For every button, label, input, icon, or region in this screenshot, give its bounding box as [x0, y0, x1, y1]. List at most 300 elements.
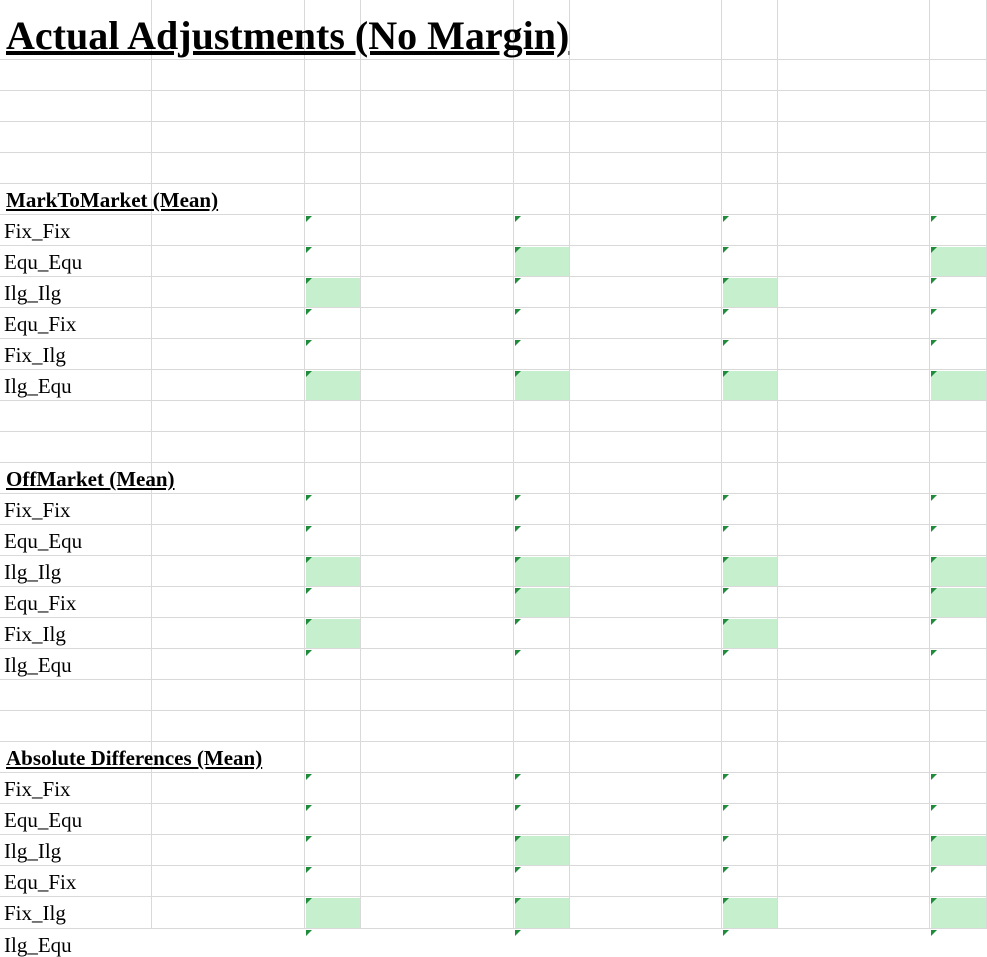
error-indicator-icon [306, 371, 312, 377]
grid-cell[interactable] [778, 432, 930, 463]
grid-cell[interactable] [361, 184, 514, 215]
grid-cell[interactable] [778, 122, 930, 153]
rank-highlight [931, 898, 986, 928]
grid-cell[interactable] [930, 680, 987, 711]
error-indicator-icon [515, 867, 521, 873]
grid-cell[interactable] [514, 742, 570, 773]
section-title: MarkToMarket (Mean) [6, 188, 219, 212]
error-indicator-icon [723, 867, 729, 873]
rank-highlight [723, 371, 777, 400]
grid-cell[interactable] [152, 401, 305, 432]
grid-cell[interactable] [778, 494, 930, 525]
grid-cell[interactable] [514, 432, 570, 463]
grid-cell[interactable] [930, 649, 987, 680]
grid-cell[interactable] [930, 0, 987, 60]
grid-cell[interactable] [305, 246, 361, 277]
row-label: Equ_Fix [4, 870, 77, 894]
grid-cell[interactable] [361, 804, 514, 835]
grid-cell[interactable] [778, 370, 930, 401]
grid-cell[interactable] [930, 463, 987, 494]
grid-cell[interactable] [570, 246, 722, 277]
grid-cell[interactable] [778, 463, 930, 494]
grid-cell[interactable] [514, 184, 570, 215]
grid-cell[interactable] [514, 525, 570, 556]
error-indicator-icon [931, 526, 937, 532]
grid-cell[interactable] [152, 277, 305, 308]
error-indicator-icon [306, 340, 312, 346]
grid-cell[interactable] [152, 432, 305, 463]
grid-cell[interactable] [722, 122, 778, 153]
grid-cell[interactable] [778, 866, 930, 897]
grid-cell[interactable] [0, 91, 152, 122]
grid-cell[interactable] [152, 773, 305, 804]
grid-cell[interactable] [305, 60, 361, 91]
grid-cell[interactable] [361, 308, 514, 339]
grid-cell[interactable] [361, 246, 514, 277]
grid-cell[interactable] [361, 649, 514, 680]
rank-highlight [931, 836, 986, 865]
grid-cell[interactable] [778, 835, 930, 866]
grid-cell[interactable] [514, 277, 570, 308]
rank-highlight [306, 371, 360, 400]
error-indicator-icon [931, 867, 937, 873]
rank-highlight [515, 836, 569, 865]
grid-cell[interactable] [930, 432, 987, 463]
grid-cell[interactable] [514, 711, 570, 742]
grid-cell[interactable] [722, 525, 778, 556]
grid-cell[interactable] [0, 711, 152, 742]
grid-cell[interactable] [778, 649, 930, 680]
grid-cell[interactable] [722, 649, 778, 680]
grid-cell[interactable] [778, 339, 930, 370]
grid-cell[interactable] [514, 649, 570, 680]
grid-cell[interactable] [152, 711, 305, 742]
error-indicator-icon [306, 216, 312, 222]
grid-cell[interactable] [722, 866, 778, 897]
rank-highlight [931, 247, 986, 276]
grid-cell[interactable] [778, 91, 930, 122]
grid-cell[interactable] [570, 587, 722, 618]
grid-cell[interactable] [722, 91, 778, 122]
error-indicator-icon [723, 526, 729, 532]
grid-cell[interactable] [361, 215, 514, 246]
rank-highlight [931, 557, 986, 586]
error-indicator-icon [931, 650, 937, 656]
grid-cell[interactable] [570, 525, 722, 556]
grid-cell[interactable] [514, 494, 570, 525]
grid-cell[interactable] [930, 308, 987, 339]
grid-cell[interactable] [778, 308, 930, 339]
grid-cell[interactable] [722, 587, 778, 618]
error-indicator-icon [306, 247, 312, 253]
grid-cell[interactable] [305, 525, 361, 556]
rank-highlight [306, 557, 360, 586]
grid-cell[interactable] [514, 463, 570, 494]
grid-cell[interactable] [570, 711, 722, 742]
sheet-title: Actual Adjustments (No Margin) [6, 13, 570, 58]
grid-cell[interactable] [570, 897, 722, 929]
grid-cell[interactable] [305, 835, 361, 866]
grid-cell[interactable] [930, 91, 987, 122]
grid-cell[interactable] [152, 804, 305, 835]
grid-cell[interactable] [0, 60, 152, 91]
grid-cell[interactable] [305, 308, 361, 339]
grid-cell[interactable] [778, 401, 930, 432]
grid-cell[interactable] [361, 897, 514, 929]
grid-cell[interactable] [570, 835, 722, 866]
grid-cell[interactable] [778, 773, 930, 804]
grid-cell[interactable] [305, 711, 361, 742]
rank-highlight [723, 278, 777, 307]
error-indicator-icon [515, 588, 521, 594]
grid-cell[interactable] [570, 432, 722, 463]
grid-cell[interactable] [514, 680, 570, 711]
grid-cell[interactable] [722, 494, 778, 525]
grid-cell[interactable] [305, 742, 361, 773]
grid-cell[interactable] [722, 339, 778, 370]
grid-cell[interactable] [778, 184, 930, 215]
rank-highlight [723, 619, 777, 648]
grid-cell[interactable] [570, 215, 722, 246]
grid-cell[interactable] [152, 60, 305, 91]
error-indicator-icon [723, 805, 729, 811]
row-label: Fix_Ilg [4, 343, 66, 367]
grid-cell[interactable] [930, 184, 987, 215]
grid-cell[interactable] [305, 649, 361, 680]
grid-cell[interactable] [930, 525, 987, 556]
grid-cell[interactable] [722, 0, 778, 60]
grid-cell[interactable] [570, 122, 722, 153]
grid-cell[interactable] [0, 432, 152, 463]
grid-cell[interactable] [361, 339, 514, 370]
grid-cell[interactable] [361, 277, 514, 308]
grid-cell[interactable] [361, 742, 514, 773]
grid-cell[interactable] [514, 618, 570, 649]
grid-cell[interactable] [722, 60, 778, 91]
grid-cell[interactable] [152, 308, 305, 339]
error-indicator-icon [931, 557, 937, 563]
grid-cell[interactable] [514, 60, 570, 91]
grid-cell[interactable] [930, 742, 987, 773]
grid-cell[interactable] [152, 835, 305, 866]
grid-cell[interactable] [570, 60, 722, 91]
grid-cell[interactable] [570, 773, 722, 804]
error-indicator-icon [723, 898, 729, 904]
grid-cell[interactable] [305, 804, 361, 835]
row-label: Ilg_Equ [4, 653, 72, 677]
error-indicator-icon [931, 619, 937, 625]
grid-cell[interactable] [361, 618, 514, 649]
grid-cell[interactable] [570, 742, 722, 773]
grid-cell[interactable] [722, 215, 778, 246]
grid-cell[interactable] [152, 370, 305, 401]
grid-cell[interactable] [722, 308, 778, 339]
grid-cell[interactable] [152, 525, 305, 556]
grid-cell[interactable] [305, 494, 361, 525]
grid-cell[interactable] [778, 587, 930, 618]
grid-cell[interactable] [570, 463, 722, 494]
row-label: Ilg_Ilg [4, 839, 62, 863]
row-label: Fix_Ilg [4, 901, 66, 925]
grid-cell[interactable] [778, 711, 930, 742]
error-indicator-icon [306, 650, 312, 656]
row-label: Equ_Fix [4, 312, 77, 336]
grid-cell[interactable] [152, 897, 305, 929]
grid-cell[interactable] [0, 122, 152, 153]
grid-cell[interactable] [152, 122, 305, 153]
grid-cell[interactable] [361, 773, 514, 804]
error-indicator-icon [931, 247, 937, 253]
grid-cell[interactable] [930, 153, 987, 184]
grid-cell[interactable] [778, 246, 930, 277]
grid-cell[interactable] [722, 711, 778, 742]
grid-cell[interactable] [570, 0, 722, 60]
error-indicator-icon [723, 588, 729, 594]
grid-cell[interactable] [361, 866, 514, 897]
grid-cell[interactable] [361, 463, 514, 494]
error-indicator-icon [306, 774, 312, 780]
error-indicator-icon [515, 619, 521, 625]
row-label: Fix_Fix [4, 777, 71, 801]
error-indicator-icon [723, 557, 729, 563]
grid-cell[interactable] [778, 556, 930, 587]
section-title: Absolute Differences (Mean) [6, 746, 263, 770]
grid-cell[interactable] [778, 60, 930, 91]
grid-cell[interactable] [152, 649, 305, 680]
grid-cell[interactable] [361, 432, 514, 463]
rank-highlight [306, 898, 360, 928]
grid-cell[interactable] [570, 184, 722, 215]
error-indicator-icon [515, 495, 521, 501]
rank-highlight [306, 278, 360, 307]
rank-highlight [723, 557, 777, 586]
grid-cell[interactable] [930, 773, 987, 804]
grid-cell[interactable] [722, 835, 778, 866]
grid-cell[interactable] [778, 804, 930, 835]
error-indicator-icon [931, 340, 937, 346]
grid-cell[interactable] [930, 60, 987, 91]
grid-cell[interactable] [570, 153, 722, 184]
grid-cell[interactable] [361, 835, 514, 866]
error-indicator-icon [306, 805, 312, 811]
grid-cell[interactable] [778, 618, 930, 649]
error-indicator-icon [306, 278, 312, 284]
grid-cell[interactable] [514, 153, 570, 184]
error-indicator-icon [515, 836, 521, 842]
grid-cell[interactable] [361, 494, 514, 525]
grid-cell[interactable] [722, 401, 778, 432]
row-label: Fix_Fix [4, 498, 71, 522]
grid-cell[interactable] [305, 184, 361, 215]
grid-cell[interactable] [0, 401, 152, 432]
grid-cell[interactable] [778, 680, 930, 711]
grid-cell[interactable] [930, 804, 987, 835]
error-indicator-icon [723, 340, 729, 346]
grid-cell[interactable] [361, 556, 514, 587]
grid-cell[interactable] [514, 215, 570, 246]
grid-cell[interactable] [722, 432, 778, 463]
error-indicator-icon [931, 495, 937, 501]
grid-cell[interactable] [305, 866, 361, 897]
grid-cell[interactable] [570, 618, 722, 649]
grid-cell[interactable] [570, 401, 722, 432]
grid-cell[interactable] [305, 339, 361, 370]
grid-cell[interactable] [152, 339, 305, 370]
grid-cell[interactable] [778, 153, 930, 184]
error-indicator-icon [723, 836, 729, 842]
error-indicator-icon [306, 588, 312, 594]
rank-highlight [515, 898, 569, 928]
grid-cell[interactable] [152, 494, 305, 525]
grid-cell[interactable] [930, 277, 987, 308]
grid-cell[interactable] [305, 680, 361, 711]
error-indicator-icon [515, 557, 521, 563]
grid-cell[interactable] [361, 525, 514, 556]
grid-cell[interactable] [305, 587, 361, 618]
error-indicator-icon [515, 371, 521, 377]
grid-cell[interactable] [570, 308, 722, 339]
grid-cell[interactable] [514, 122, 570, 153]
grid-cell[interactable] [722, 463, 778, 494]
error-indicator-icon [931, 930, 937, 936]
grid-cell[interactable] [152, 587, 305, 618]
grid-cell[interactable] [930, 711, 987, 742]
grid-cell[interactable] [778, 897, 930, 929]
grid-cell[interactable] [570, 494, 722, 525]
error-indicator-icon [723, 930, 729, 936]
error-indicator-icon [306, 619, 312, 625]
error-indicator-icon [931, 216, 937, 222]
grid-cell[interactable] [361, 60, 514, 91]
error-indicator-icon [931, 371, 937, 377]
rank-highlight [515, 588, 569, 617]
rank-highlight [723, 898, 777, 928]
error-indicator-icon [515, 526, 521, 532]
error-indicator-icon [515, 309, 521, 315]
grid-cell[interactable] [930, 122, 987, 153]
grid-cell[interactable] [778, 277, 930, 308]
grid-cell[interactable] [361, 401, 514, 432]
grid-cell[interactable] [514, 804, 570, 835]
error-indicator-icon [723, 278, 729, 284]
grid-cell[interactable] [305, 463, 361, 494]
grid-cell[interactable] [152, 680, 305, 711]
grid-cell[interactable] [361, 680, 514, 711]
grid-cell[interactable] [778, 0, 930, 60]
error-indicator-icon [723, 619, 729, 625]
grid-cell[interactable] [930, 866, 987, 897]
grid-cell[interactable] [570, 866, 722, 897]
grid-cell[interactable] [305, 773, 361, 804]
grid-cell[interactable] [930, 215, 987, 246]
grid-cell[interactable] [570, 804, 722, 835]
grid-cell[interactable] [722, 184, 778, 215]
grid-cell[interactable] [722, 773, 778, 804]
rank-highlight [931, 371, 986, 400]
grid-cell[interactable] [361, 587, 514, 618]
grid-cell[interactable] [514, 91, 570, 122]
grid-cell[interactable] [570, 91, 722, 122]
grid-cell[interactable] [152, 556, 305, 587]
error-indicator-icon [515, 650, 521, 656]
rank-highlight [515, 371, 569, 400]
grid-cell[interactable] [0, 680, 152, 711]
grid-cell[interactable] [361, 122, 514, 153]
grid-cell[interactable] [152, 91, 305, 122]
grid-cell[interactable] [361, 91, 514, 122]
error-indicator-icon [931, 898, 937, 904]
grid-cell[interactable] [514, 401, 570, 432]
rank-highlight [515, 557, 569, 586]
grid-cell[interactable] [361, 153, 514, 184]
row-label: Ilg_Ilg [4, 560, 62, 584]
grid-cell[interactable] [722, 153, 778, 184]
rank-highlight [931, 588, 986, 617]
grid-cell[interactable] [361, 711, 514, 742]
row-label: Fix_Ilg [4, 622, 66, 646]
error-indicator-icon [931, 278, 937, 284]
error-indicator-icon [931, 836, 937, 842]
grid-cell[interactable] [514, 866, 570, 897]
rank-highlight [306, 619, 360, 648]
error-indicator-icon [723, 247, 729, 253]
grid-cell[interactable] [930, 494, 987, 525]
grid-cell[interactable] [930, 401, 987, 432]
grid-cell[interactable] [152, 215, 305, 246]
grid-cell[interactable] [570, 680, 722, 711]
grid-cell[interactable] [152, 866, 305, 897]
grid-cell[interactable] [0, 153, 152, 184]
grid-cell[interactable] [722, 680, 778, 711]
grid-cell[interactable] [305, 215, 361, 246]
row-label: Ilg_Ilg [4, 281, 62, 305]
error-indicator-icon [515, 805, 521, 811]
error-indicator-icon [306, 557, 312, 563]
grid-cell[interactable] [722, 246, 778, 277]
grid-cell[interactable] [514, 339, 570, 370]
row-label: Equ_Fix [4, 591, 77, 615]
error-indicator-icon [306, 836, 312, 842]
grid-cell[interactable] [570, 370, 722, 401]
grid-cell[interactable] [305, 91, 361, 122]
error-indicator-icon [515, 930, 521, 936]
grid-cell[interactable] [152, 618, 305, 649]
grid-cell[interactable] [778, 215, 930, 246]
grid-cell[interactable] [305, 122, 361, 153]
grid-cell[interactable] [570, 556, 722, 587]
grid-cell[interactable] [152, 246, 305, 277]
grid-cell[interactable] [722, 804, 778, 835]
grid-cell[interactable] [514, 773, 570, 804]
grid-cell[interactable] [930, 339, 987, 370]
grid-cell[interactable] [305, 432, 361, 463]
grid-cell[interactable] [305, 401, 361, 432]
error-indicator-icon [723, 650, 729, 656]
grid-cell[interactable] [514, 308, 570, 339]
grid-cell[interactable] [722, 742, 778, 773]
grid-cell[interactable] [361, 370, 514, 401]
grid-cell[interactable] [778, 525, 930, 556]
grid-cell[interactable] [570, 277, 722, 308]
grid-cell[interactable] [778, 742, 930, 773]
row-label: Equ_Equ [4, 808, 83, 832]
grid-cell[interactable] [930, 618, 987, 649]
row-label: Equ_Equ [4, 529, 83, 553]
grid-cell[interactable] [570, 649, 722, 680]
grid-cell[interactable] [570, 339, 722, 370]
grid-cell[interactable] [152, 153, 305, 184]
grid-cell[interactable] [305, 153, 361, 184]
